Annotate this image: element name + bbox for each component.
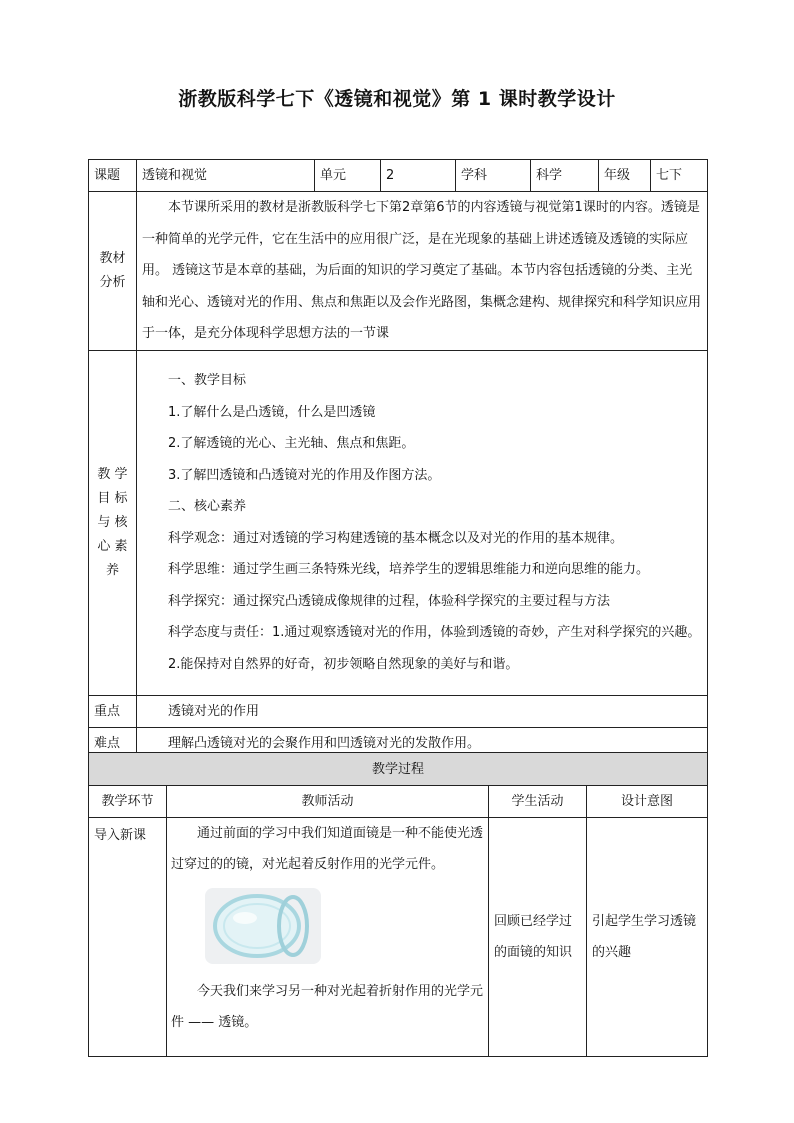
literacy-item: 2.能保持对自然界的好奇，初步领略自然现象的美好与和谐。 bbox=[168, 656, 519, 672]
grade-label: 年级 bbox=[599, 160, 651, 192]
process-heading-row bbox=[89, 753, 708, 786]
topic-value: 透镜和视觉 bbox=[137, 160, 315, 192]
page-title: 浙教版科学七下《透镜和视觉》第 1 课时教学设计 bbox=[178, 88, 616, 110]
student-activity-intro: 回顾已经学过的面镜的知识 bbox=[489, 818, 587, 1057]
material-analysis-text-cell bbox=[137, 192, 708, 351]
goals-label: 教 学 目 标 与 核 心 素 养 bbox=[89, 350, 137, 695]
unit-value: 2 bbox=[381, 160, 456, 192]
goal-item: 3.了解凹透镜和凸透镜对光的作用及作图方法。 bbox=[168, 467, 441, 483]
subject-label: 学科 bbox=[456, 160, 531, 192]
goal-item: 2.了解透镜的光心、主光轴、焦点和焦距。 bbox=[168, 436, 415, 451]
teacher-text-1: 通过前面的学习中我们知道面镜是一种不能使光透过穿过的的镜，对光起着反射作用的光学元件。 bbox=[171, 826, 484, 872]
lens-image bbox=[205, 888, 321, 964]
grade-value: 七下 bbox=[651, 160, 708, 192]
process-columns-row bbox=[89, 786, 708, 818]
teaching-process-table bbox=[88, 752, 708, 1057]
literacy-item: 科学探究：通过探究凸透镜成像规律的过程，体验科学探究的主要过程与方法 bbox=[168, 593, 611, 609]
material-analysis-text: 本节课所采用的教材是浙教版科学七下第2章第6节的内容透镜与视觉第1课时的内容。透镜是一种简单的光学元件，它在生活中的应用很广泛，是在光现象的基础上讲述透镜及透镜的实际应用。 透镜这节是本章的基础，为后面的知识的学习奠定了基础。本节内容包括透镜的分类、主光轴和光心、透镜对光的作用、焦点和焦距以及会作光路图，集概念建构、规律探究和科学知识应用于一体，是充分体现科学思想方法的一节课 bbox=[142, 200, 702, 341]
literacy-item: 科学观念：通过对透镜的学习构建透镜的基本概念以及对光的作用的基本规律。 bbox=[168, 530, 624, 546]
literacy-item: 科学思维：通过学生画三条特殊光线，培养学生的逻辑思维能力和逆向思维的能力。 bbox=[168, 562, 650, 577]
lens-illustration bbox=[205, 888, 321, 964]
goals-heading: 一、教学目标 bbox=[168, 373, 247, 388]
material-analysis-row bbox=[89, 192, 708, 351]
unit-label: 单元 bbox=[315, 160, 381, 192]
goal-item: 1.了解什么是凸透镜，什么是凹透镜 bbox=[168, 404, 376, 420]
col-intent-header: 设计意图 bbox=[587, 786, 708, 818]
topic-label: 课题 bbox=[89, 160, 137, 192]
col-stage-header: 教学环节 bbox=[89, 786, 167, 818]
col-teacher-header: 教师活动 bbox=[167, 786, 489, 818]
col-student-header: 学生活动 bbox=[489, 786, 587, 818]
teacher-activity-intro bbox=[167, 818, 489, 1057]
key-point-text: 透镜对光的作用 bbox=[137, 695, 708, 727]
stage-intro: 导入新课 bbox=[89, 818, 167, 1057]
intent-intro: 引起学生学习透镜的兴趣 bbox=[587, 818, 708, 1057]
header-row bbox=[89, 160, 708, 192]
literacy-heading: 二、核心素养 bbox=[168, 499, 247, 514]
lesson-info-table bbox=[88, 159, 708, 760]
goals-row bbox=[89, 350, 708, 695]
literacy-item: 科学态度与责任：1.通过观察透镜对光的作用，体验到透镜的奇妙，产生对科学探究的兴趣。 bbox=[168, 625, 701, 640]
process-heading: 教学过程 bbox=[89, 753, 708, 786]
subject-value: 科学 bbox=[531, 160, 599, 192]
difficulty-text: 理解凸透镜对光的会聚作用和凹透镜对光的发散作用。 bbox=[137, 727, 708, 759]
key-point-row bbox=[89, 695, 708, 727]
process-row-intro bbox=[89, 818, 708, 1057]
goals-content bbox=[137, 350, 708, 695]
material-analysis-label: 教材 分析 bbox=[89, 192, 137, 351]
difficulty-label: 难点 bbox=[89, 727, 137, 759]
teacher-text-2: 今天我们来学习另一种对光起着折射作用的光学元件 —— 透镜。 bbox=[171, 984, 484, 1030]
key-point-label: 重点 bbox=[89, 695, 137, 727]
